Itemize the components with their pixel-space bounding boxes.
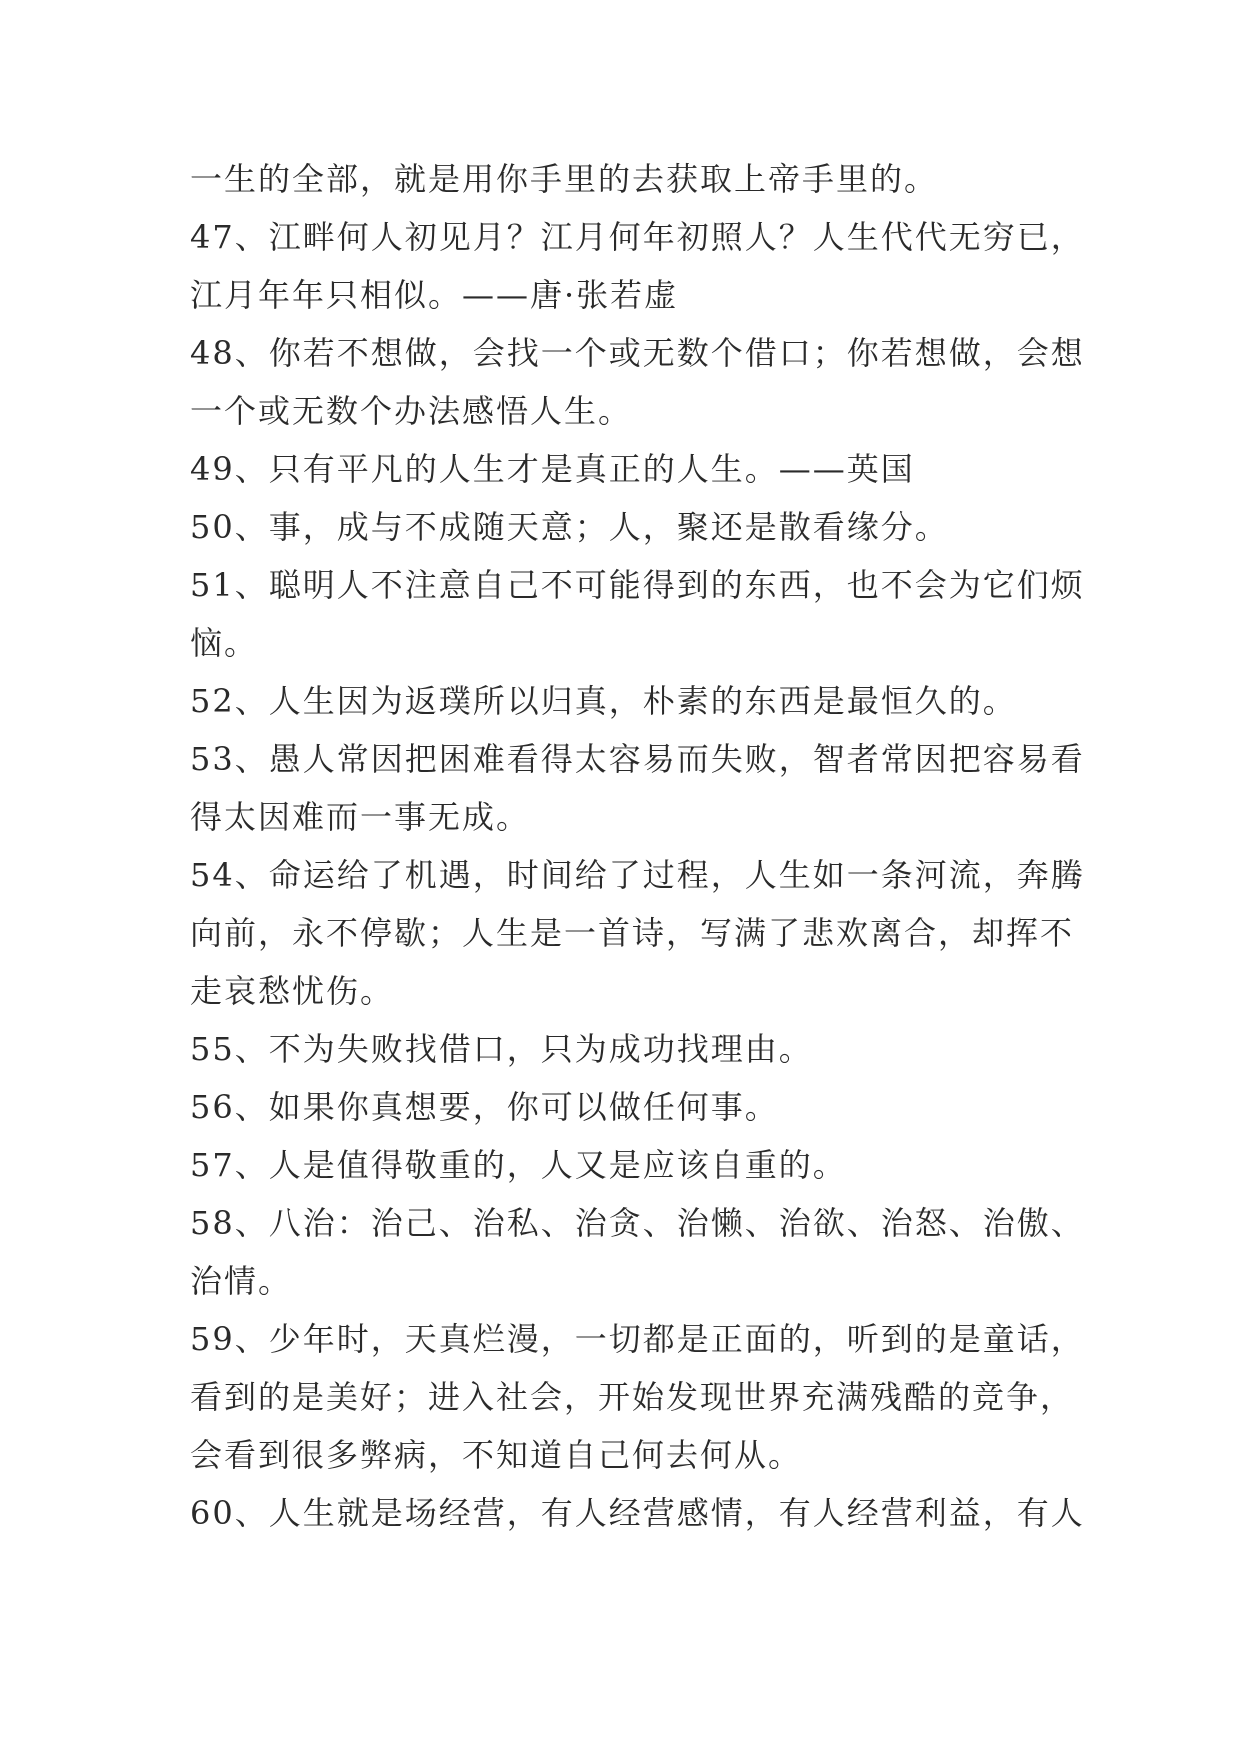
text-line: 恼。 — [190, 624, 259, 662]
text-line: 得太因难而一事无成。 — [190, 798, 531, 836]
text-line: 48、你若不想做，会找一个或无数个借口；你若想做，会想 — [190, 334, 1085, 372]
text-line: 向前，永不停歇；人生是一首诗，写满了悲欢离合，却挥不 — [190, 914, 1075, 952]
text-line: 看到的是美好；进入社会，开始发现世界充满残酷的竞争， — [190, 1378, 1075, 1416]
text-line: 58、八治：治己、治私、治贪、治懒、治欲、治怒、治傲、 — [190, 1204, 1085, 1242]
text-line: 59、少年时，天真烂漫，一切都是正面的，听到的是童话， — [190, 1320, 1085, 1358]
document-body — [190, 150, 1085, 1542]
text-line: 会看到很多弊病，不知道自己何去何从。 — [190, 1436, 803, 1474]
text-line: 57、人是值得敬重的，人又是应该自重的。 — [190, 1146, 847, 1184]
text-line: 一生的全部，就是用你手里的去获取上帝手里的。 — [190, 160, 939, 198]
text-line: 治情。 — [190, 1262, 293, 1300]
text-line: 一个或无数个办法感悟人生。 — [190, 392, 633, 430]
text-line: 江月年年只相似。——唐·张若虚 — [190, 276, 679, 314]
text-line: 60、人生就是场经营，有人经营感情，有人经营利益，有人 — [190, 1494, 1085, 1532]
text-line: 47、江畔何人初见月？江月何年初照人？人生代代无穷已， — [190, 218, 1085, 256]
text-line: 54、命运给了机遇，时间给了过程，人生如一条河流，奔腾 — [190, 856, 1085, 894]
text-line: 50、事，成与不成随天意；人，聚还是散看缘分。 — [190, 508, 949, 546]
text-line: 56、如果你真想要，你可以做任何事。 — [190, 1088, 779, 1126]
text-line: 55、不为失败找借口，只为成功找理由。 — [190, 1030, 813, 1068]
text-line: 49、只有平凡的人生才是真正的人生。——英国 — [190, 450, 915, 488]
text-line: 52、人生因为返璞所以归真，朴素的东西是最恒久的。 — [190, 682, 1017, 720]
text-line: 51、聪明人不注意自己不可能得到的东西，也不会为它们烦 — [190, 566, 1085, 604]
text-line: 走哀愁忧伤。 — [190, 972, 395, 1010]
text-line: 53、愚人常因把困难看得太容易而失败，智者常因把容易看 — [190, 740, 1085, 778]
